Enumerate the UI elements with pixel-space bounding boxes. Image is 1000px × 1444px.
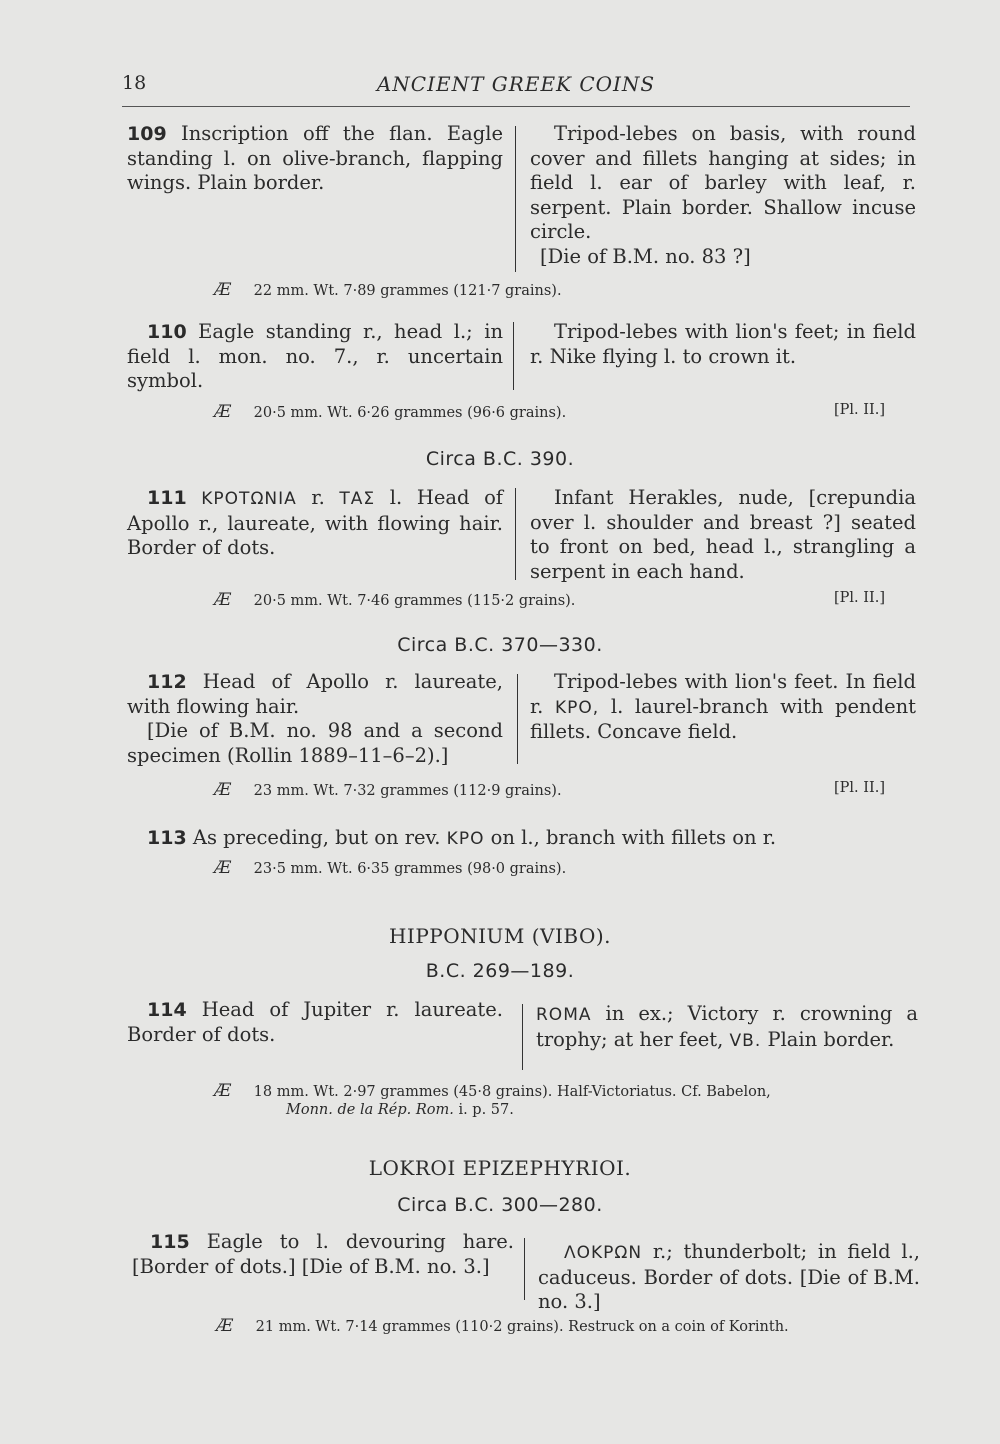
reverse-text-part: l. laurel-branch with pendent fillets. Concave field. — [530, 694, 917, 743]
entry-number: 109 — [127, 123, 167, 145]
entry-113-metadata — [214, 858, 566, 878]
mint-heading: LOKROI EPIZEPHYRIOI. — [368, 1156, 632, 1180]
entry-number: 115 — [150, 1231, 190, 1253]
greek-legend: ROMA — [536, 1005, 592, 1025]
running-head — [122, 72, 910, 107]
entry-110-reverse — [530, 320, 916, 369]
entry-number: 114 — [147, 999, 187, 1021]
entry-111-obverse — [127, 486, 503, 561]
column-divider — [517, 674, 518, 764]
obverse-text: l. Head of Apollo r., laureate, with flowing hair. Border of dots. — [127, 486, 504, 559]
greek-legend: ΤΑΣ — [339, 489, 376, 509]
period-heading: B.C. 269—189. — [425, 960, 575, 982]
obverse-text: r. — [311, 486, 325, 509]
entry-number: 110 — [147, 321, 187, 343]
column-divider — [515, 488, 516, 580]
column-divider — [515, 126, 516, 272]
entry-112-metadata — [214, 780, 562, 800]
entry-114-obverse — [127, 998, 503, 1047]
coin-details: 23·5 mm. Wt. 6·35 grammes (98·0 grains). — [253, 861, 567, 877]
reverse-text: r.; thunderbolt; in field l., caduceus. Border of dots. [Die of B.M. no. 3.] — [538, 1240, 920, 1313]
reverse-text-part: Plain border. — [767, 1027, 895, 1051]
entry-111-reverse — [530, 486, 916, 584]
reverse-text: Tripod-lebes with lion's feet; in field r. Nike flying l. to crown it. — [530, 320, 916, 368]
plate-reference: [Pl. II.] — [834, 590, 885, 606]
greek-legend: ΚΡΟΤΩΝΙΑ — [201, 489, 297, 509]
coin-details: 21 mm. Wt. 7·14 grammes (110·2 grains). Restruck on a coin of Korinth. — [255, 1319, 789, 1335]
metal-symbol: Æ — [216, 1316, 234, 1336]
column-divider — [513, 322, 514, 390]
obverse-text: Eagle standing r., head l.; in field l. mon. no. 7., r. uncertain symbol. — [127, 320, 504, 392]
entry-109-reverse — [530, 122, 916, 269]
reverse-text: Tripod-lebes on basis, with round cover and fillets hanging at sides; in field l. ear of barley with leaf, r. serpent. Plain border. Shallow incuse circle. — [530, 122, 916, 243]
obverse-text: Inscription off the flan. Eagle standing l. on olive-branch, flapping wings. Plain border. — [127, 122, 503, 194]
page-number: 18 — [122, 72, 147, 94]
entry-number: 112 — [147, 671, 187, 693]
greek-legend: ΚΡΟ — [446, 829, 485, 849]
entry-109-metadata — [214, 280, 562, 300]
monogram-mark: VB. — [729, 1030, 762, 1051]
entry-112-reverse — [530, 670, 916, 745]
entry-109-obverse — [127, 122, 503, 196]
column-divider — [522, 1004, 523, 1070]
coin-details: 18 mm. Wt. 2·97 grammes (45·8 grains). Half-Victoriatus. Cf. Babelon, — [253, 1084, 771, 1100]
entry-113-text — [147, 826, 776, 852]
period-heading: Circa B.C. 390. — [425, 448, 575, 470]
coin-details: 20·5 mm. Wt. 7·46 grammes (115·2 grains). — [253, 593, 576, 609]
reverse-text — [530, 670, 916, 745]
reverse-text-part: Tripod-lebes with lion's feet. In field r. — [530, 670, 916, 718]
coin-details: 20·5 mm. Wt. 6·26 grammes (96·6 grains). — [253, 405, 567, 421]
plate-reference: [Pl. II.] — [834, 402, 885, 418]
obverse-text: Head of Jupiter r. laureate. Border of dots. — [127, 998, 503, 1046]
entry-110-metadata — [214, 402, 566, 422]
mint-heading: HIPPONIUM (VIBO). — [388, 924, 611, 948]
metal-symbol: Æ — [214, 780, 232, 800]
entry-number: 111 — [147, 487, 187, 509]
obverse-text: Eagle to l. devouring hare. [Border of dots.] [Die of B.M. no. 3.] — [132, 1230, 515, 1278]
metal-symbol: Æ — [214, 858, 232, 878]
greek-legend: ΛΟΚΡΩΝ — [564, 1243, 643, 1263]
obverse-note: [Die of B.M. no. 98 and a second specimen (Rollin 1889–11–6–2).] — [127, 719, 503, 767]
metal-symbol: Æ — [214, 590, 232, 610]
entry-114-reverse — [536, 1002, 918, 1053]
entry-115-reverse — [538, 1240, 920, 1315]
coin-details: 23 mm. Wt. 7·32 grammes (112·9 grains). — [253, 783, 562, 799]
entry-115-metadata — [216, 1316, 916, 1336]
metal-symbol: Æ — [214, 1081, 232, 1101]
metal-symbol: Æ — [214, 280, 232, 300]
coin-details: 22 mm. Wt. 7·89 grammes (121·7 grains). — [253, 283, 562, 299]
greek-legend: ΚΡΟ, — [555, 697, 600, 718]
entry-111-metadata — [214, 590, 575, 610]
obverse-text: Head of Apollo r. laureate, with flowing hair. — [127, 670, 503, 718]
reverse-note: [Die of B.M. no. 83 ?] — [540, 244, 751, 268]
column-divider — [524, 1238, 525, 1300]
bibliographic-page: i. p. 57. — [458, 1102, 514, 1118]
entry-text-part: As preceding, but on rev. — [192, 826, 441, 849]
metal-symbol: Æ — [214, 402, 232, 422]
bibliographic-reference: Monn. de la Rép. Rom. — [286, 1102, 454, 1118]
plate-reference: [Pl. II.] — [834, 780, 885, 796]
reverse-text-part: in ex.; Victory r. crowning a trophy; at her feet, — [536, 1002, 918, 1051]
entry-115-obverse — [132, 1230, 514, 1279]
period-heading: Circa B.C. 370—330. — [397, 634, 603, 656]
entry-text-part: on l., branch with fillets on r. — [490, 826, 777, 849]
entry-110-obverse — [127, 320, 503, 394]
reverse-text: Infant Herakles, nude, [crepundia over l. shoulder and breast ?] seated to front on bed, head l., strangling a serpent in each hand. — [530, 486, 916, 583]
entry-number: 113 — [147, 827, 187, 849]
entry-112-obverse — [127, 670, 503, 768]
period-heading: Circa B.C. 300—280. — [397, 1194, 603, 1216]
entry-114-metadata — [214, 1082, 924, 1119]
running-title: ANCIENT GREEK COINS — [376, 72, 656, 96]
